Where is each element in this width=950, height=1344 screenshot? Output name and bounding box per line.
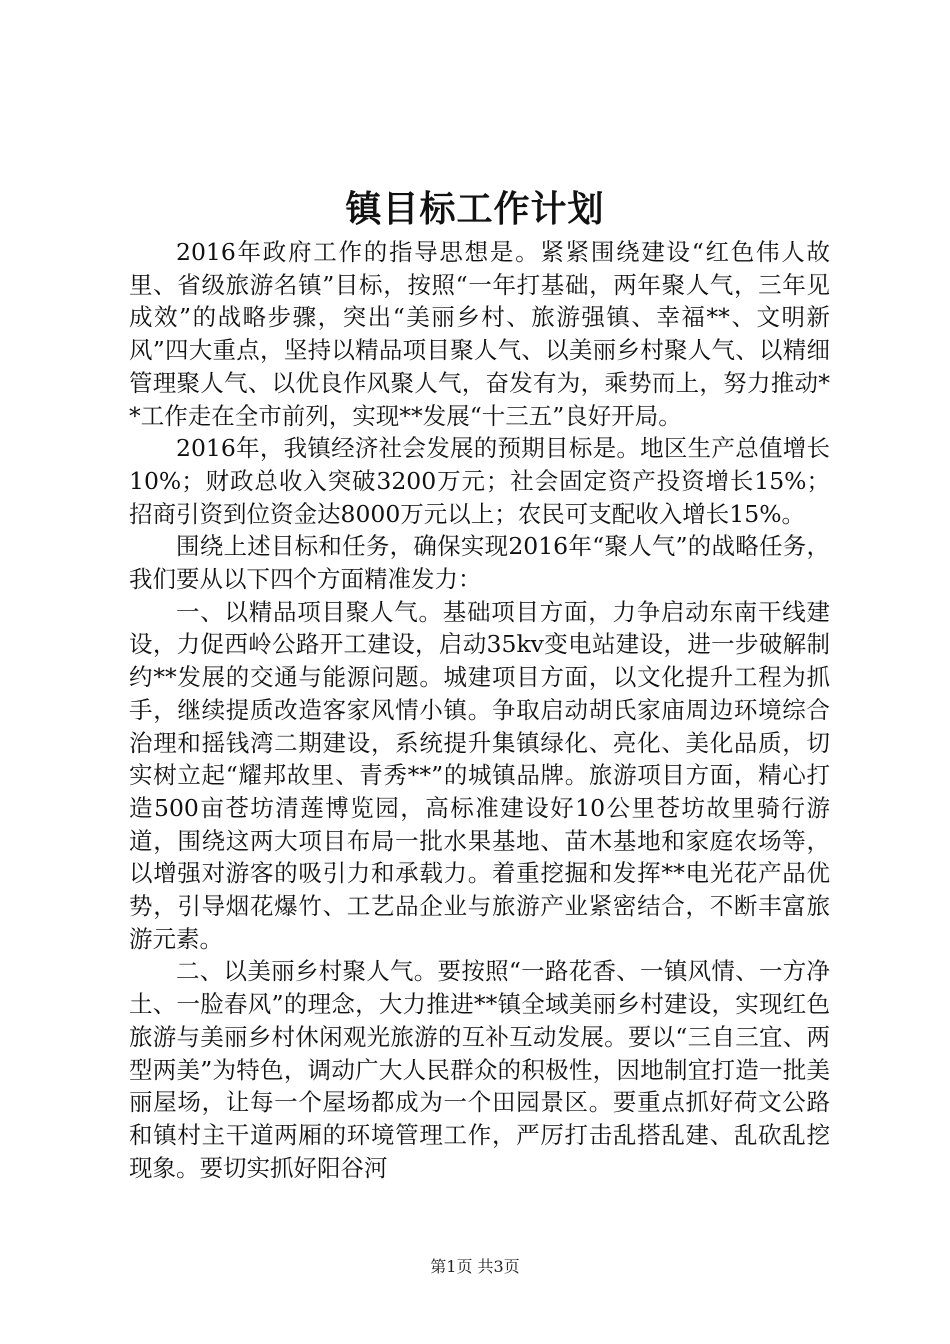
paragraph-guiding-ideology: 2016年政府工作的指导思想是。紧紧围绕建设“红色伟人故里、省级旅游名镇”目标，按照“一年打基础，两年聚人气，三年见成效”的战略步骤，突出“美丽乡村、旅游强镇、幸福**、文明新风”四大重点，坚持以精品项目聚人气、以美丽乡村聚人气、以精细管理聚人气、以优良作风聚人气，奋发有为，乘势而上，努力推动**工作走在全市前列，实现**发展“十三五”良好开局。 (129, 238, 830, 430)
page-number-footer: 第1页 共3页 (430, 1257, 520, 1276)
document-title: 镇目标工作计划 (345, 188, 605, 230)
document-body (129, 236, 830, 1184)
paragraph-quality-projects: 一、以精品项目聚人气。基础项目方面，力争启动东南干线建设，力促西岭公路开工建设，启动35kv变电站建设，进一步破解制约**发展的交通与能源问题。城建项目方面，以文化提升工程为抓手，继续提质改造客家风情小镇。争取启动胡氏家庙周边环境综合治理和摇钱湾二期建设，系统提升集镇绿化、亮化、美化品质，切实树立起“耀邦故里、青秀**”的城镇品牌。旅游项目方面，精心打造500亩苍坊清莲博览园，高标准建设好10公里苍坊故里骑行游道，围绕这两大项目布局一批水果基地、苗木基地和家庭农场等，以增强对游客的吸引力和承载力。着重挖掘和发挥**电光花产品优势，引导烟花爆竹、工艺品企业与旅游产业紧密结合，不断丰富旅游元素。 (129, 597, 830, 953)
paragraph-beautiful-villages: 二、以美丽乡村聚人气。要按照“一路花香、一镇风情、一方净土、一脸春风”的理念，大力推进**镇全域美丽乡村建设，实现红色旅游与美丽乡村休闲观光旅游的互补互动发展。要以“三自三宜、两型两美”为特色，调动广大人民群众的积极性，因地制宜打造一批美丽屋场，让每一个屋场都成为一个田园景区。要重点抓好荷文公路和镇村主干道两厢的环境管理工作，严厉打击乱搭乱建、乱砍乱挖现象。要切实抓好阳谷河 (129, 957, 830, 1182)
paragraph-expected-targets: 2016年，我镇经济社会发展的预期目标是。地区生产总值增长10%；财政总收入突破3200万元；社会固定资产投资增长15%；招商引资到位资金达8000万元以上；农民可支配收入增长15%。 (129, 434, 830, 528)
paragraph-four-aspects-intro: 围绕上述目标和任务，确保实现2016年“聚人气”的战略任务，我们要从以下四个方面精准发力： (129, 532, 830, 594)
